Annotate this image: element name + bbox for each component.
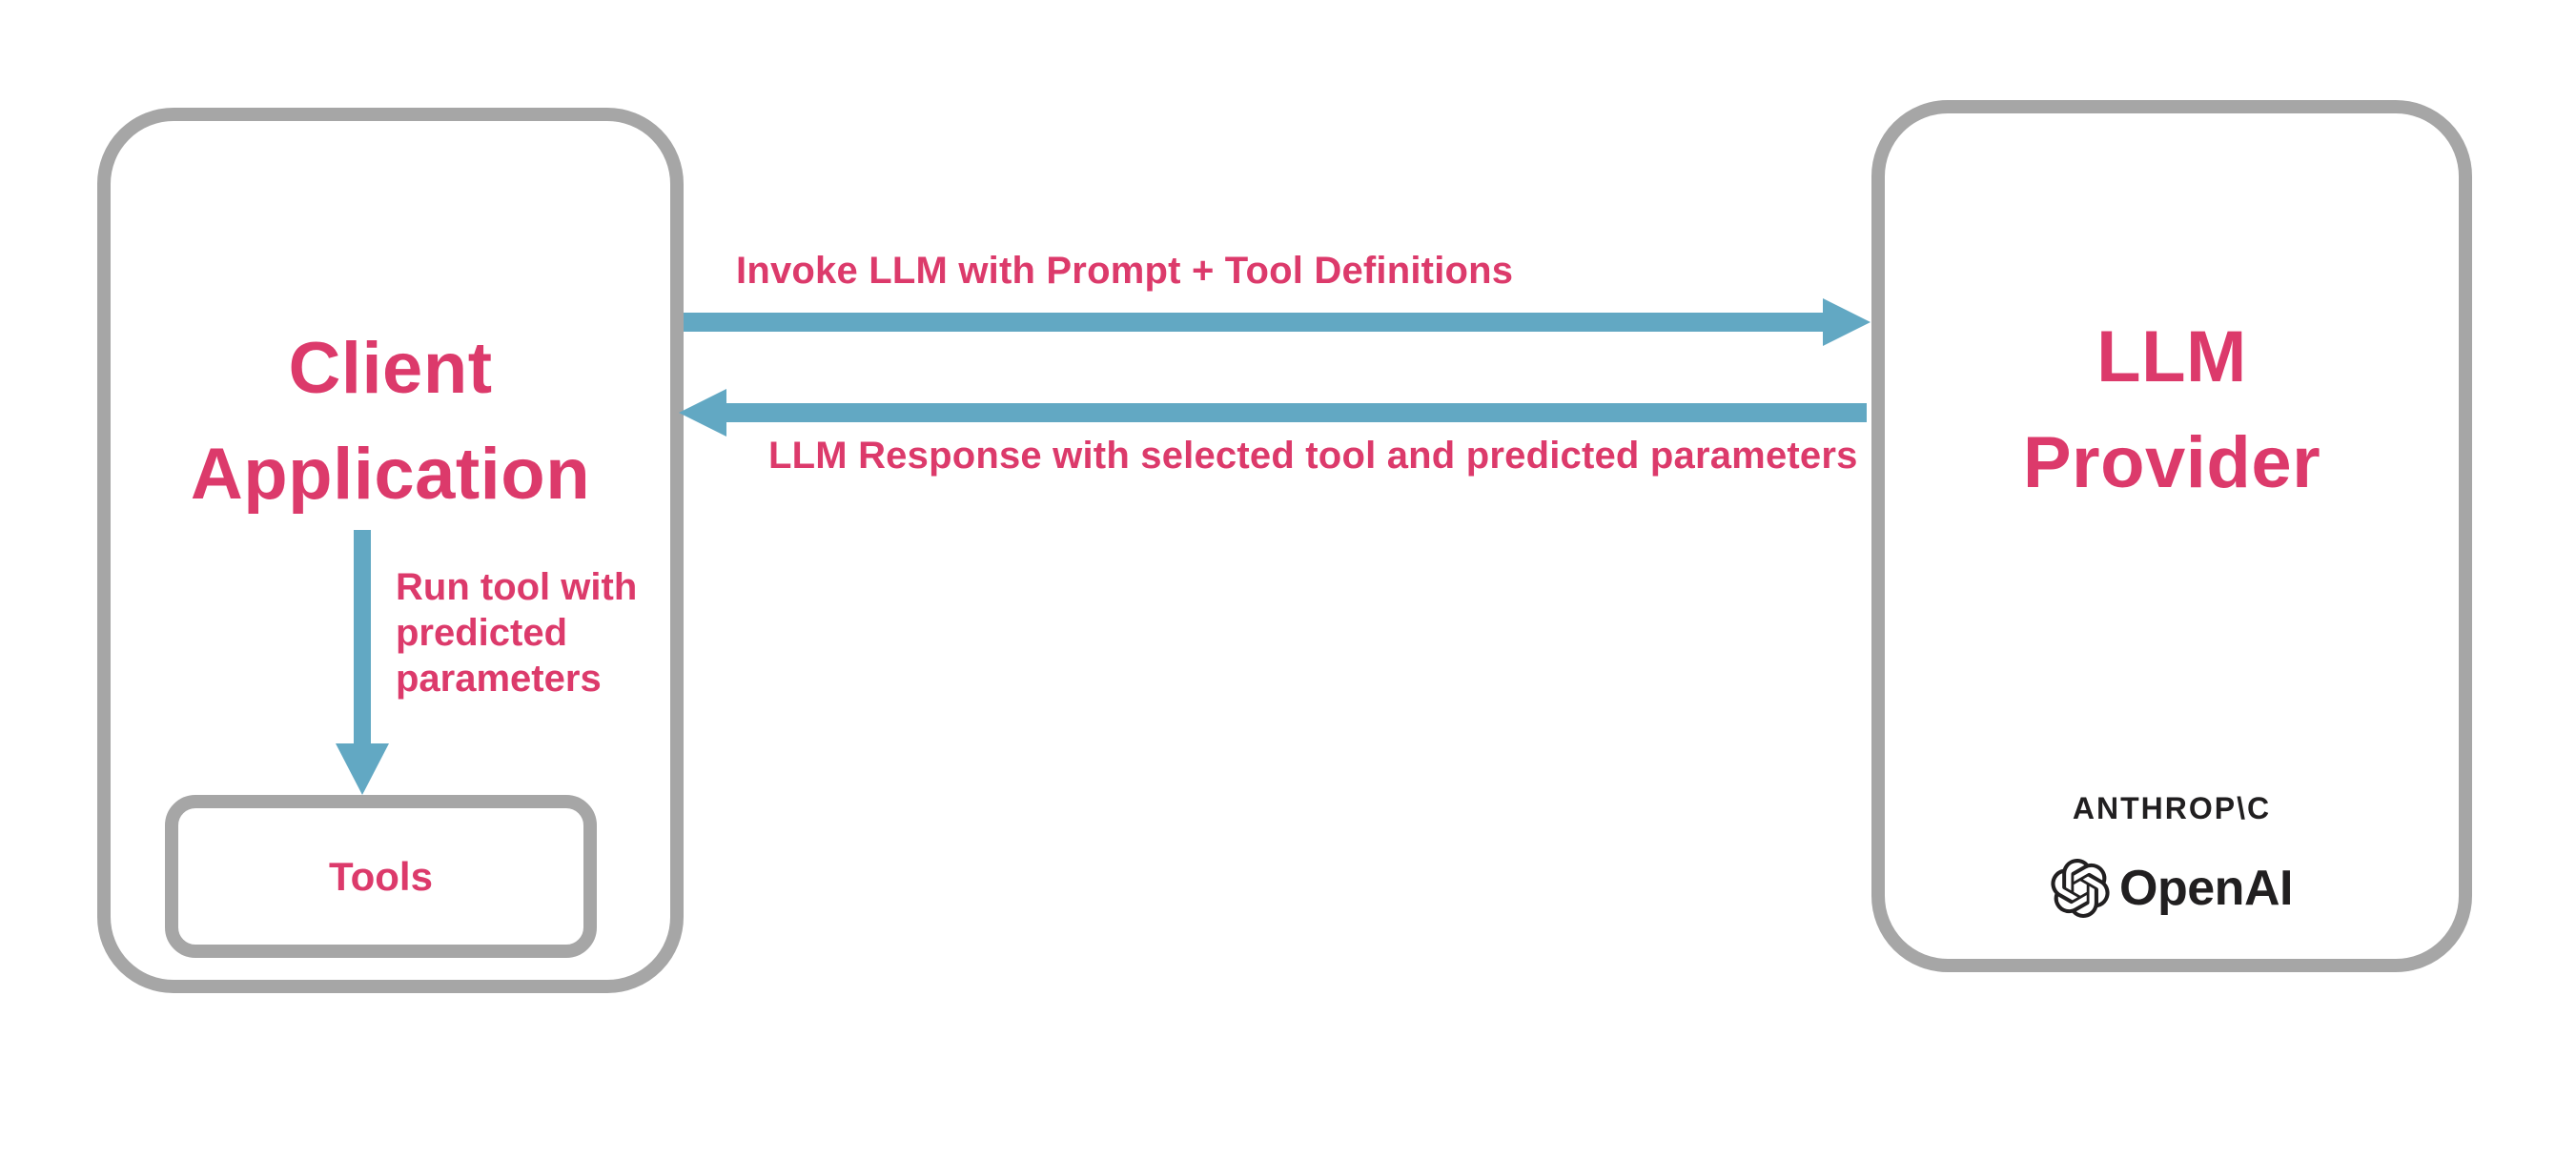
response-arrow-label: LLM Response with selected tool and predicted parameters — [768, 435, 1858, 477]
client-title-line1: Client — [288, 328, 493, 409]
invoke-arrow-shaft — [684, 313, 1824, 332]
run-tool-label-line3: parameters — [396, 658, 602, 700]
arrowhead-right-icon — [1823, 298, 1871, 346]
run-tool-label-line2: predicted — [396, 612, 568, 654]
anthropic-logo: ANTHROP\C — [2072, 791, 2272, 825]
llm-title-line2: Provider — [2022, 421, 2321, 503]
llm-title-line1: LLM — [2096, 316, 2247, 397]
arrowhead-down-icon — [336, 743, 389, 795]
run-tool-arrow-label — [396, 564, 637, 702]
client-application-title — [97, 316, 684, 528]
run-tool-arrow-shaft — [354, 530, 371, 745]
tools-box — [165, 795, 597, 958]
openai-flower-icon — [2051, 859, 2110, 918]
openai-logo — [2051, 859, 2293, 918]
tools-box-label: Tools — [329, 853, 433, 899]
arrowhead-left-icon — [679, 389, 726, 437]
response-arrow-shaft — [726, 403, 1867, 422]
llm-provider-title — [1871, 305, 2472, 517]
openai-wordmark: OpenAI — [2119, 861, 2293, 916]
client-title-line2: Application — [190, 433, 591, 515]
run-tool-label-line1: Run tool with — [396, 566, 638, 608]
provider-logos — [1871, 791, 2472, 918]
invoke-arrow-label: Invoke LLM with Prompt + Tool Definitions — [736, 250, 1514, 292]
